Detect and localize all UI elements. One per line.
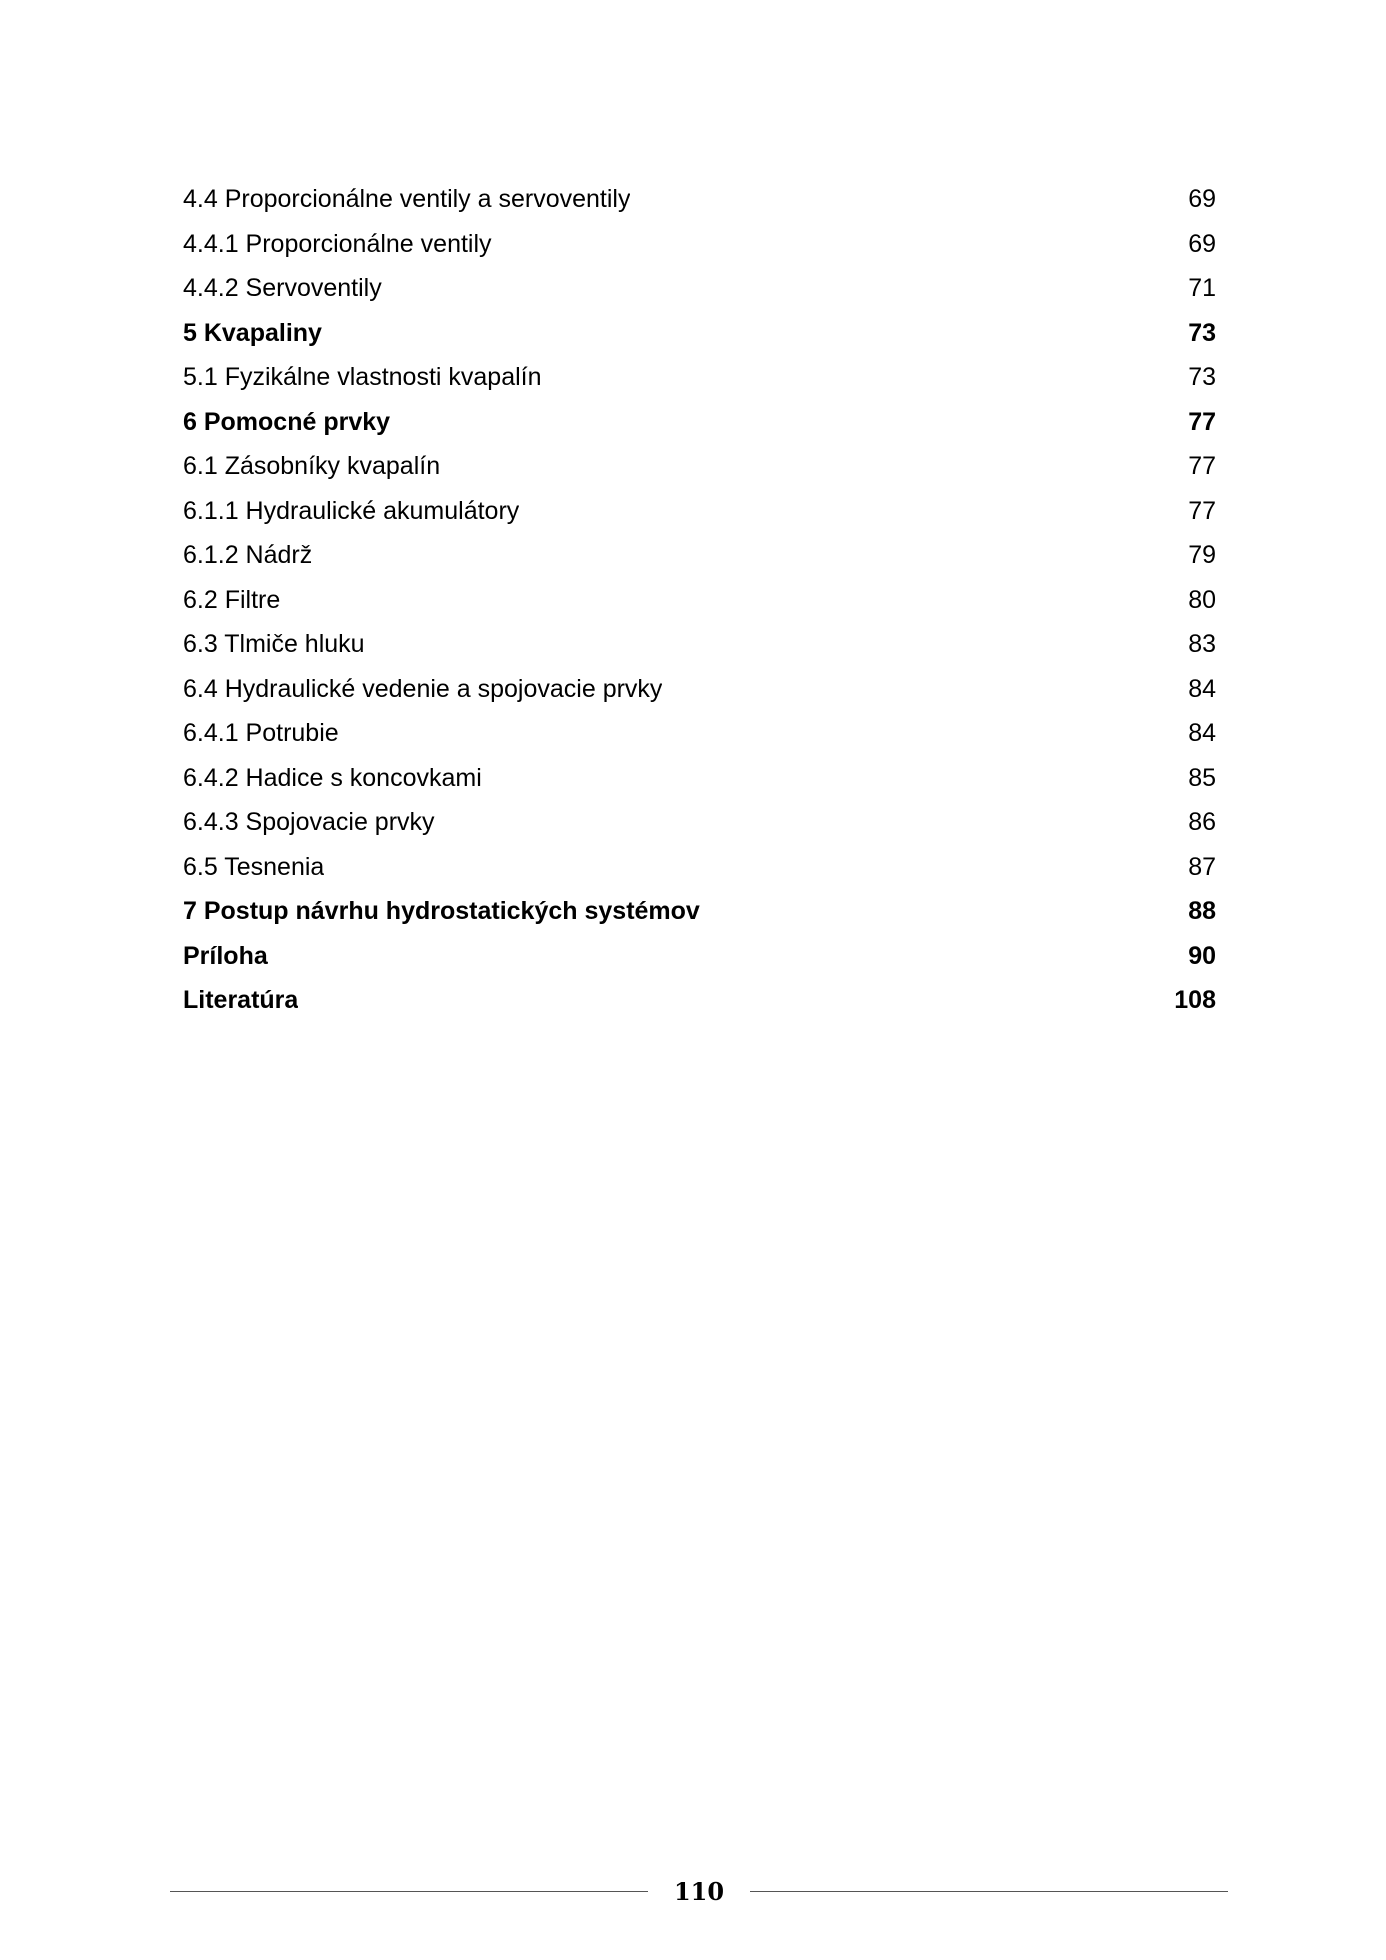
toc-chapter-entry[interactable]	[183, 978, 1216, 1023]
footer-divider-left	[170, 1891, 648, 1892]
toc-entry-title: Literatúra	[183, 986, 299, 1014]
toc-entry-page: 85	[1188, 763, 1216, 792]
toc-entry-title: 6.4 Hydraulické vedenie a spojovacie prvky	[183, 674, 663, 703]
toc-entry-title: 6.4.2 Hadice s koncovkami	[183, 763, 482, 792]
footer-divider-right	[750, 1891, 1228, 1892]
toc-entry[interactable]	[183, 266, 1216, 311]
toc-entry-title: 6.1.2 Nádrž	[183, 541, 313, 569]
toc-chapter-entry[interactable]	[183, 400, 1216, 445]
toc-entry-title: Príloha	[183, 941, 268, 970]
toc-entry[interactable]	[183, 222, 1216, 267]
toc-entry[interactable]	[183, 177, 1216, 222]
toc-entry-title: 4.4 Proporcionálne ventily a servoventily	[183, 185, 631, 213]
toc-chapter-entry[interactable]	[183, 934, 1216, 979]
toc-entry-title: 6.4.1 Potrubie	[183, 719, 339, 747]
toc-entry-page: 73	[1188, 318, 1216, 347]
toc-entry[interactable]	[183, 667, 1216, 712]
toc-entry[interactable]	[183, 444, 1216, 489]
toc-chapter-entry[interactable]	[183, 311, 1216, 356]
toc-entry[interactable]	[183, 533, 1216, 578]
toc-entry-page: 77	[1188, 496, 1216, 525]
toc-entry-page: 69	[1188, 229, 1216, 258]
toc-entry[interactable]	[183, 711, 1216, 756]
toc-entry-page: 71	[1188, 274, 1216, 302]
toc-entry-title: 4.4.1 Proporcionálne ventily	[183, 229, 492, 258]
toc-entry[interactable]	[183, 622, 1216, 667]
toc-entry-title: 5.1 Fyzikálne vlastnosti kvapalín	[183, 363, 542, 391]
toc-entry-title: 6.5 Tesnenia	[183, 852, 325, 881]
page-number: 110	[673, 1877, 725, 1906]
toc-entry-page: 108	[1174, 986, 1216, 1014]
toc-entry-page: 88	[1188, 897, 1216, 925]
toc-entry-page: 79	[1188, 541, 1216, 569]
toc-entry-title: 6.1.1 Hydraulické akumulátory	[183, 496, 520, 525]
toc-entry[interactable]	[183, 800, 1216, 845]
toc-entry[interactable]	[183, 355, 1216, 400]
table-of-contents	[183, 177, 1216, 1023]
toc-entry-title: 5 Kvapaliny	[183, 318, 322, 347]
toc-entry-page: 77	[1188, 407, 1216, 436]
toc-entry-page: 77	[1188, 452, 1216, 480]
toc-entry-page: 83	[1188, 630, 1216, 658]
toc-chapter-entry[interactable]	[183, 889, 1216, 934]
toc-entry-page: 80	[1188, 585, 1216, 614]
toc-entry-title: 6.3 Tlmiče hluku	[183, 630, 365, 658]
toc-entry-page: 84	[1188, 674, 1216, 703]
toc-entry[interactable]	[183, 756, 1216, 801]
page-footer	[170, 1872, 1228, 1912]
toc-entry-title: 7 Postup návrhu hydrostatických systémov	[183, 897, 700, 925]
toc-entry-title: 6.4.3 Spojovacie prvky	[183, 808, 435, 836]
toc-entry[interactable]	[183, 489, 1216, 534]
toc-entry-page: 86	[1188, 808, 1216, 836]
toc-entry-page: 90	[1188, 941, 1216, 970]
toc-entry-page: 87	[1188, 852, 1216, 881]
toc-entry[interactable]	[183, 845, 1216, 890]
toc-entry-title: 4.4.2 Servoventily	[183, 274, 382, 302]
toc-entry-title: 6.1 Zásobníky kvapalín	[183, 452, 441, 480]
toc-entry-page: 69	[1188, 185, 1216, 213]
toc-entry[interactable]	[183, 578, 1216, 623]
toc-entry-page: 73	[1188, 363, 1216, 391]
toc-entry-title: 6.2 Filtre	[183, 585, 281, 614]
toc-entry-page: 84	[1188, 719, 1216, 747]
toc-entry-title: 6 Pomocné prvky	[183, 407, 391, 436]
